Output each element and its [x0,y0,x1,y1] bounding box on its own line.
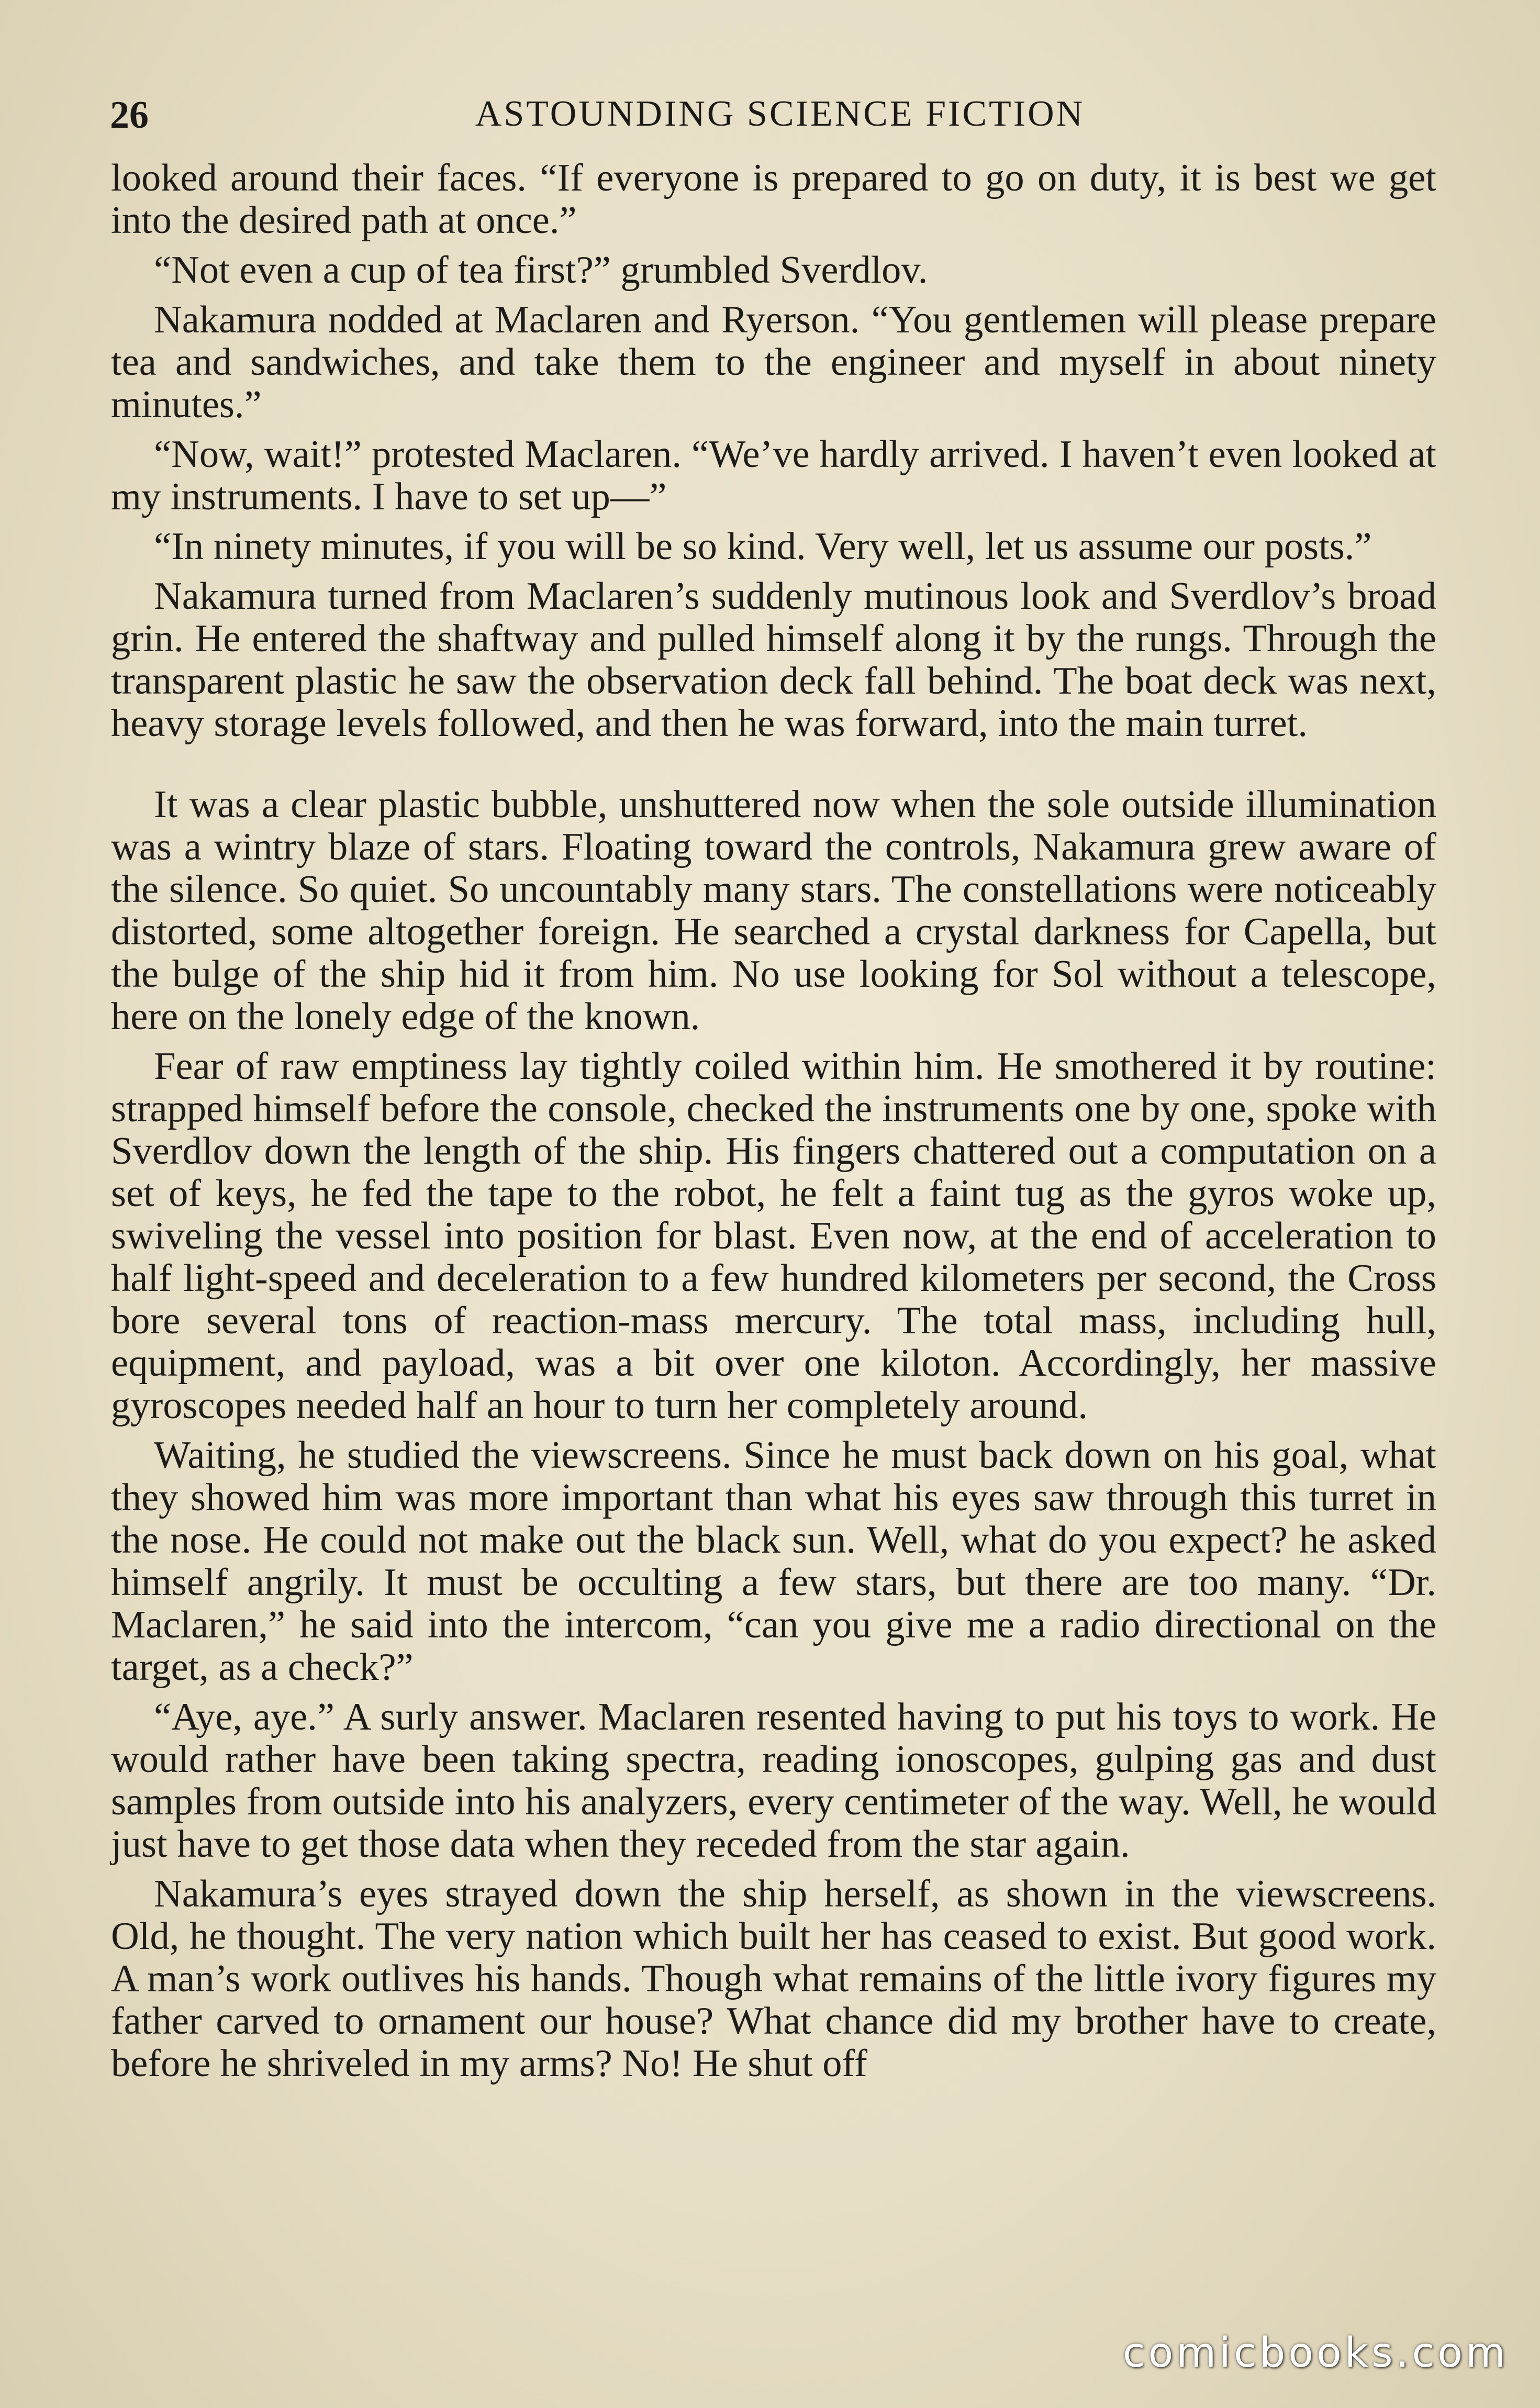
page-header [110,93,1450,151]
paragraph: “Not even a cup of tea first?” grumbled Sverdlov. [154,249,928,292]
paragraph: “In ninety minutes, if you will be so kind. Very well, let us assume our posts.” [154,525,1372,568]
paragraph: looked around their faces. “If everyone is prepared to go on duty, it is best we get into the desired path at once.” [111,157,1436,242]
paragraph: “Now, wait!” protested Maclaren. “We’ve hardly arrived. I haven’t even looked at my instruments. I have to set up—” [111,433,1436,518]
paragraph: Nakamura turned from Maclaren’s suddenly mutinous look and Sverdlov’s broad grin. He entered the shaftway and pulled himself along it by the rungs. Through the transparent plastic he saw the observation deck fall behind. The boat deck was next, heavy storage levels followed, and then he was forward, into the main turret. [111,575,1436,745]
paragraph: It was a clear plastic bubble, unshuttered now when the sole outside illumination was a wintry blaze of stars. Floating toward the controls, Nakamura grew aware of the silence. So quiet. So uncountably many stars. The constellations were noticeably distorted, some altogether foreign. He searched a crystal darkness for Capella, but the bulge of the ship hid it from him. No use looking for Sol without a telescope, here on the lonely edge of the known. [111,783,1436,1038]
paragraph: Nakamura nodded at Maclaren and Ryerson. “You gentlemen will please prepare tea and sandwiches, and take them to the engineer and myself in about ninety minutes.” [111,298,1436,426]
paragraph: Fear of raw emptiness lay tightly coiled within him. He smothered it by routine: strapped himself before the console, checked the instruments one by one, spoke with Sverdlov down the length of the ship. His fingers chattered out a computation on a set of keys, he fed the tape to the robot, he felt a faint tug as the gyros woke up, swiveling the vessel into position for blast. Even now, at the end of acceleration to half light-speed and deceleration to a few hundred kilometers per second, the Cross bore several tons of reaction-mass mercury. The total mass, including hull, equipment, and payload, was a bit over one kiloton. Accordingly, her massive gyroscopes needed half an hour to turn her completely around. [111,1045,1436,1427]
page-number: 26 [110,94,149,137]
body-text [111,157,1436,2092]
running-head: ASTOUNDING SCIENCE FICTION [475,94,1085,134]
watermark: comicbooks.com [1122,2329,1509,2377]
paragraph: Nakamura’s eyes strayed down the ship herself, as shown in the viewscreens. Old, he thought. The very nation which built her has ceased to exist. But good work. A man’s work outlives his hands. Though what remains of the little ivory figures my father carved to ornament our house? What chance did my brother have to create, before he shriveled in my arms? No! He shut off [111,1872,1436,2085]
paragraph: “Aye, aye.” A surly answer. Maclaren resented having to put his toys to work. He would rather have been taking spectra, reading ionoscopes, gulping gas and dust samples from outside into his analyzers, every centimeter of the way. Well, he would just have to get those data when they receded from the star again. [111,1696,1436,1866]
paragraph: Waiting, he studied the viewscreens. Since he must back down on his goal, what they showed him was more important than what his eyes saw through this turret in the nose. He could not make out the black sun. Well, what do you expect? he asked himself angrily. It must be occulting a few stars, but there are too many. “Dr. Maclaren,” he said into the intercom, “can you give me a radio directional on the target, as a check?” [111,1434,1436,1689]
